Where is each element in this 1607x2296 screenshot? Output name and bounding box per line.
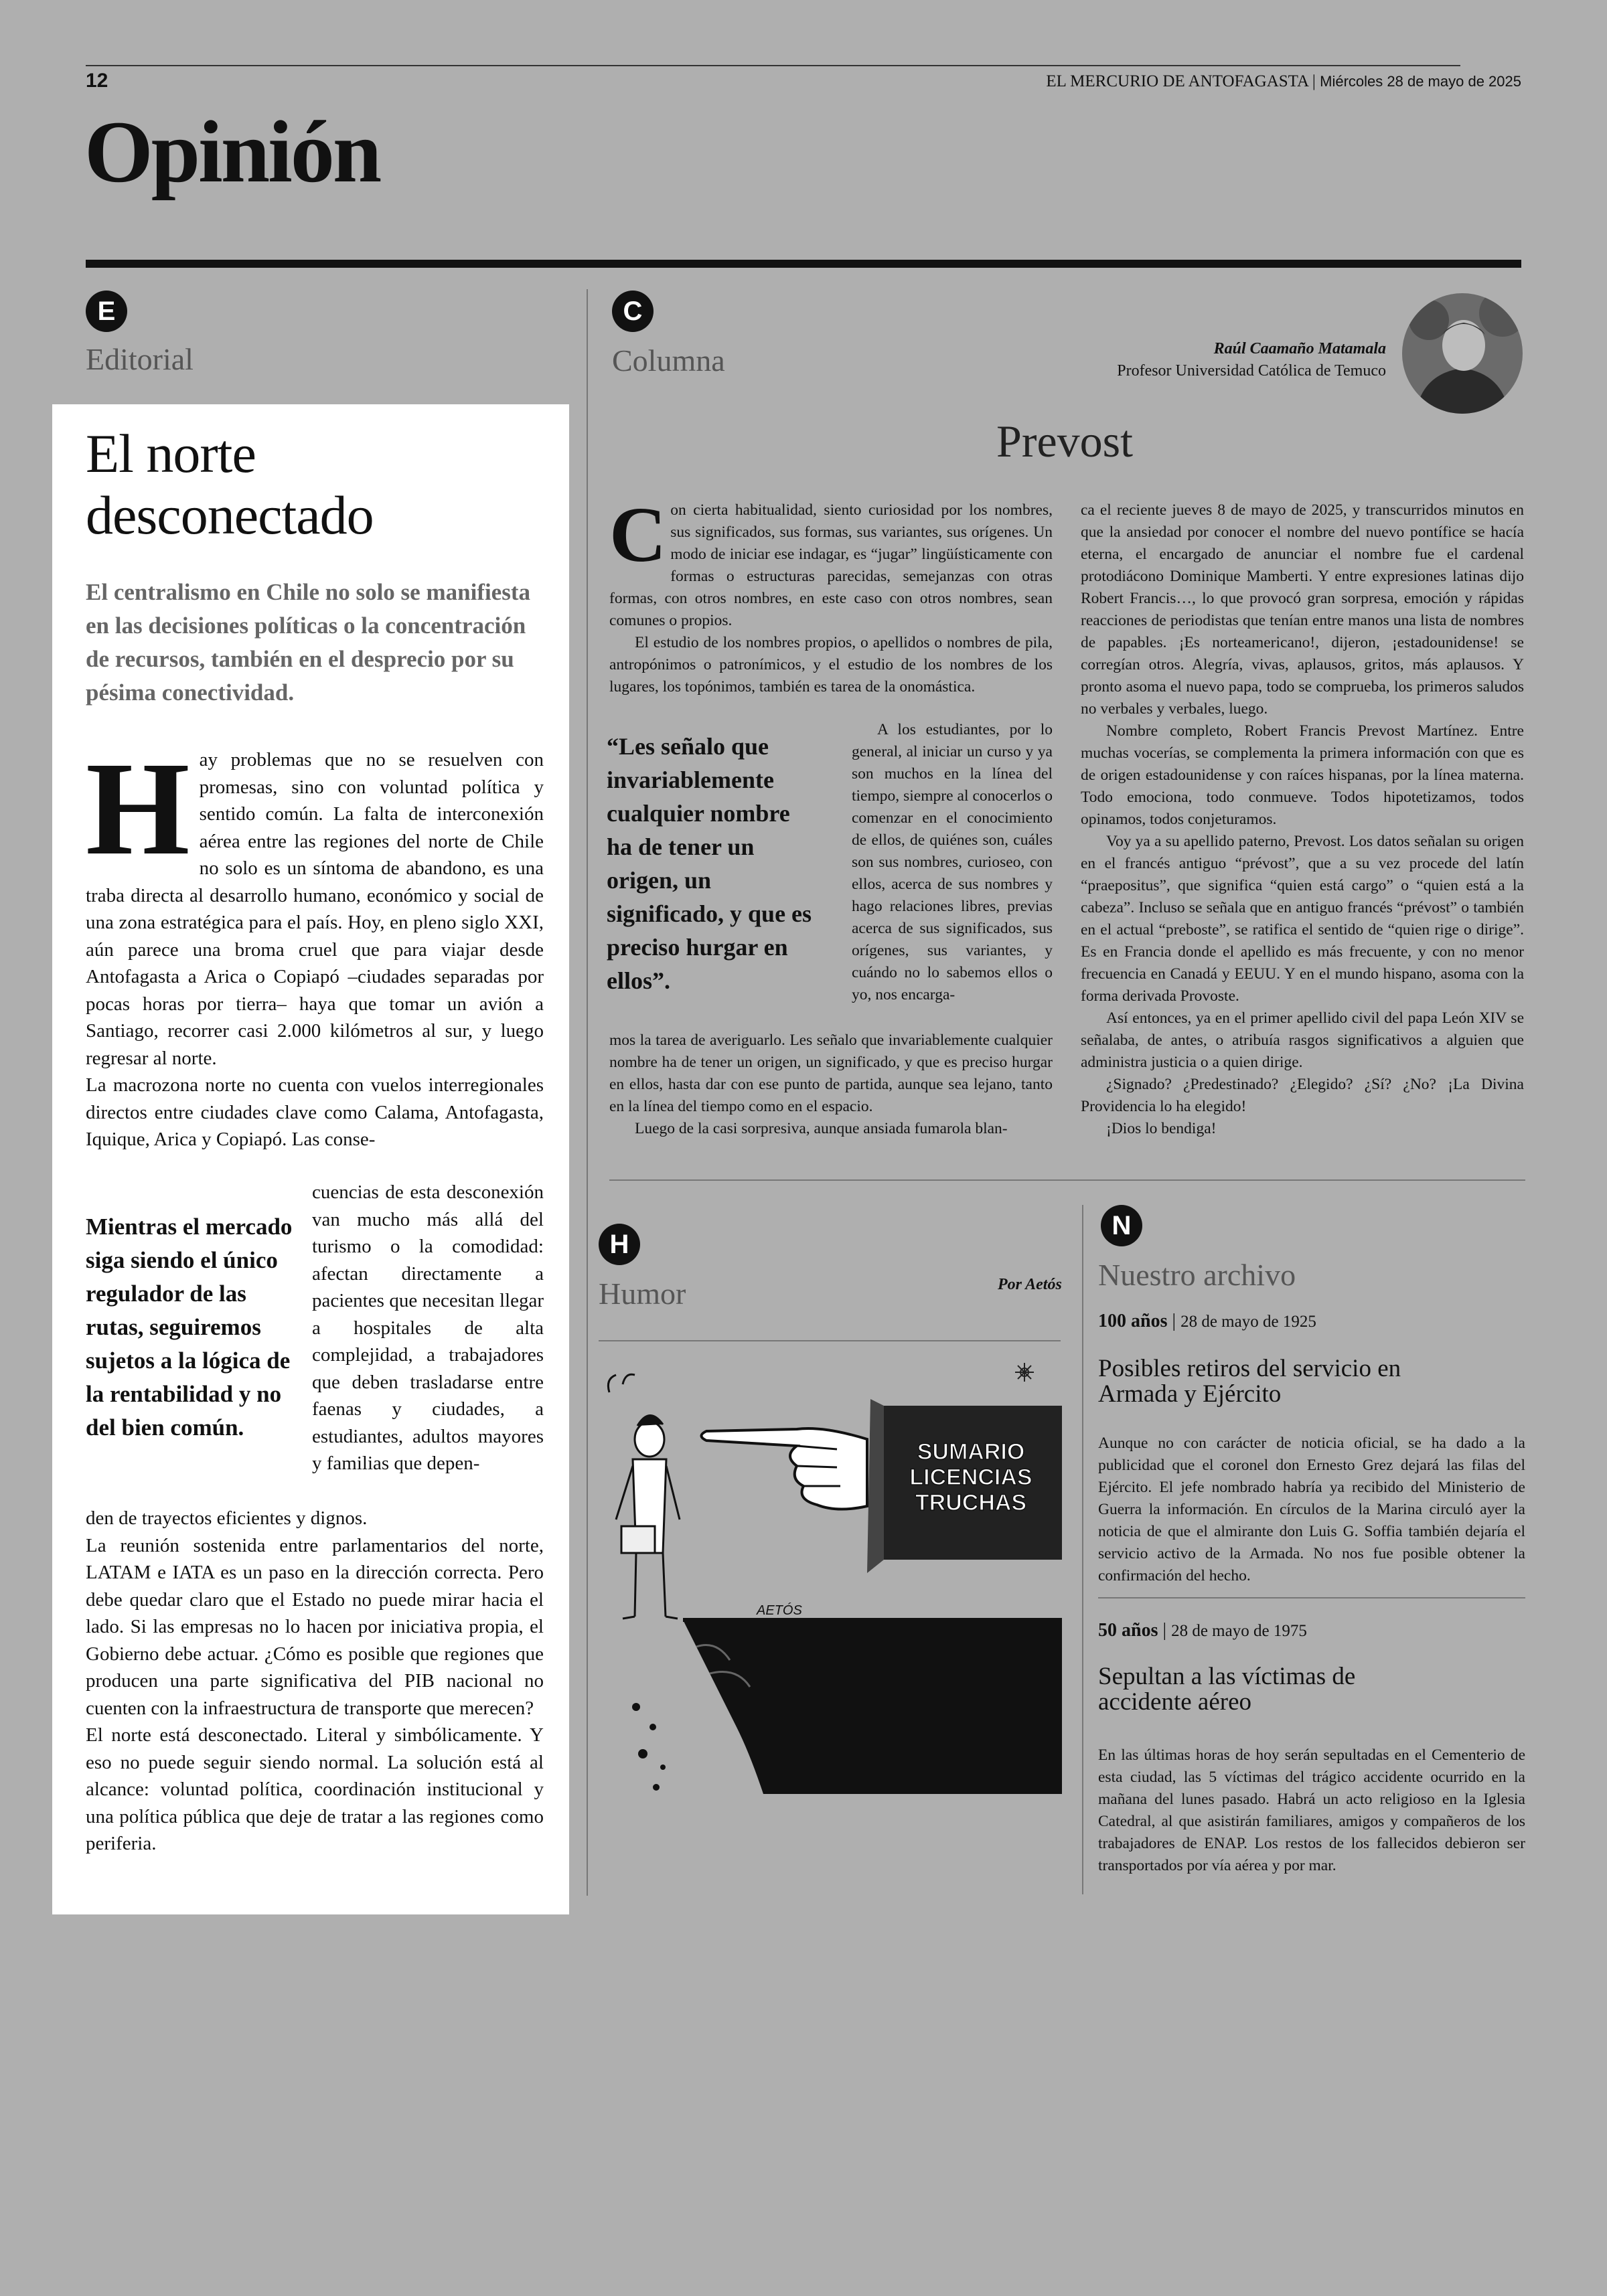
editorial-title (86, 423, 374, 546)
author-name: Raúl Caamaño Matamala (1213, 340, 1386, 357)
cliff-shape (683, 1620, 1062, 1794)
column-title: Prevost (996, 416, 1133, 467)
cartoon-signature: AETÓS (757, 1603, 802, 1618)
masthead-dateline (1046, 72, 1521, 91)
author-block (1117, 340, 1386, 380)
column-right-paragraph-1: ca el reciente jueves 8 de mayo de 2025, y transcurridos minutos en que la ansiedad por conocer el nombre del nuevo pontífice se hacía eterna, el encargado de anunciar el nombre fue el cardenal protodiácono Dominique Mamberti. Y entre expresiones latinas dijo Robert Francis…, lo que provocó gran sorpresa, emoción y rápidas reacciones de periodistas que tenían entre manos una lista de nombres de papables. ¡Es norteamericano!, dijeron, ¡estadounidense! se corregían otros. Alegría, vivas, aplausos, gritos, más aplausos. Y pronto asoma el nuevo papa, todo se comprueba, los primeros saludos no verbales y verbales, luego. (1081, 501, 1524, 718)
sun-icon (1015, 1363, 1034, 1382)
archive-item-1-date: 28 de mayo de 1925 (1180, 1313, 1316, 1331)
column-paragraph-4: Luego de la casi sorpresiva, aunque ansiada fumarola blan- (635, 1120, 1008, 1137)
archive-item-2-date: 28 de mayo de 1975 (1171, 1622, 1307, 1640)
archive-badge: N (1101, 1205, 1142, 1246)
column-left-top (609, 491, 1053, 698)
man-figure (608, 1374, 680, 1619)
column-paragraph-3a: A los estudiantes, por lo general, al iniciar un curso y ya son muchos en la línea del tiempo, siempre al conocerlos o comenzar en el conocimiento de ellos, de quiénes son, cuáles son sus nombres, curioseo, con ellos, acerca de sus nombres y hago relaciones libres, previas acerca de sus significados, sus orígenes, sus variantes, y cuándo no lo sabemos ellos o yo, nos encarga- (852, 721, 1053, 1003)
column-right-paragraph-6: ¡Dios lo bendiga! (1106, 1120, 1217, 1137)
archive-item-2-text: En las últimas horas de hoy serán sepultadas en el Cementerio de esta ciudad, las 5 víctimas del trágico accidente ocurrido en la mañana del lunes pasado. Habrá un acto religioso en la Iglesia Catedral, al que asistirán familiares, amigos y compañeros de los trabajadores de ENAP. Los restos de los fallecidos debieron ser transportados por vía aérea y por mar. (1098, 1746, 1525, 1874)
editorial-pullquote: Mientras el mercado siga siendo el único regulador de las rutas, seguiremos sujetos a la lógica de la rentabilidad y no del bien común. (86, 1214, 293, 1441)
editorial-paragraph-2c: den de trayectos eficientes y dignos. (86, 1507, 368, 1529)
archive-label: Nuestro archivo (1098, 1258, 1296, 1292)
column-right-paragraph-2: Nombre completo, Robert Francis Prevost Martínez. Entre muchas vocerías, se complementa la primera información con que es de origen estadounidense y con raíces hispanas, por la línea materna. Todo emociona, todo conmueve. Todos hipotetizamos, todos opinamos, todos conjeturamos. (1081, 722, 1524, 828)
humor-label: Humor (599, 1277, 686, 1311)
editorial-closing (86, 1505, 544, 1858)
editorial-label: Editorial (86, 342, 194, 376)
author-role: Profesor Universidad Católica de Temuco (1117, 362, 1386, 380)
cartoon-text-1: SUMARIO (917, 1439, 1025, 1465)
archive-item-divider (1098, 1597, 1525, 1598)
column-right-paragraph-5: ¿Signado? ¿Predestinado? ¿Elegido? ¿Sí? ¿No? ¡La Divina Providencia lo ha elegido! (1081, 1076, 1524, 1115)
author-portrait-icon (1402, 293, 1523, 414)
editorial-paragraph-2b: cuencias de esta desconexión van mucho más allá del turismo o la comodidad: afectan directamente a pacientes que necesitan llegar a hospitales de alta complejidad, a trabajadores que deben trasladarse entre faenas y ciudades, a estudiantes, adultos mayores y familias que depen- (312, 1181, 544, 1474)
archive-item-2-separator: | (1162, 1620, 1172, 1641)
column-right-text (1081, 499, 1524, 1140)
editorial-dropcap: H (86, 735, 190, 883)
humor-archive-divider (1082, 1205, 1083, 1894)
archive-item-1-title: Posibles retiros del servicio en Armada y Ejército (1098, 1355, 1401, 1408)
editorial-paragraph-2a: La macrozona norte no cuenta con vuelos interregionales directos entre ciudades clave como Calama, Antofagasta, Iquique, Arica y Copiapó. Las conse- (86, 1074, 544, 1150)
editorial-paragraph-1: ay problemas que no se resuelven con promesas, sino con voluntad política y sentido común. La falta de interconexión aérea entre las regiones del norte de Chile no solo es un síntoma de abandono, es una traba directa al desarrollo humano, económico y social de una zona estratégica para el país. Hoy, en pleno siglo XXI, aún parece una broma cruel que para viajar desde Antofagasta a Arica o Copiapó –ciudades separadas por pocas horas por tierra– haya que tomar un avión a Santiago, recorrer casi 2.000 kilómetros al sur, y luego regresar al norte. (86, 749, 544, 1069)
editorial-lead: El centralismo en Chile no solo se manifiesta en las decisiones políticas o la concentración de recursos, también en el desprecio por su pésima conectividad. (86, 579, 530, 706)
archive-item-1-text: Aunque no con carácter de noticia oficial, se ha dado a la publicidad que el coronel don Ernesto Grez dejará las filas del Ejército. El jefe nombrado habría ya recibido del Ministerio de Guerra la información. En círculos de la Marina circuló ayer la noticia de que el almirante don Luis G. Soffia también dejaría el servicio activo de la Armada. No nos fue posible obtener la confirmación del hecho. (1098, 1434, 1525, 1584)
column-left-bottom (609, 1030, 1053, 1140)
column-paragraph-3b: mos la tarea de averiguarlo. Les señalo que invariablemente cualquier nombre ha de tener un origen, un significado, y que es preciso hurgar en ellos, hasta dar con ese punto de partida, aunque sea lejano, tanto en la línea del tiempo como en el espacio. (609, 1032, 1053, 1115)
column-divider (587, 289, 588, 1896)
cartoon (596, 1352, 1062, 1801)
column-dropcap: C (609, 491, 667, 578)
cartoon-illustration (596, 1352, 1062, 1801)
editorial-title-line2: desconectado (86, 485, 374, 546)
section-title: Opinión (84, 102, 380, 201)
archive-item-2-years: 50 años (1098, 1620, 1158, 1641)
column-right-paragraph-4: Así entonces, ya en el primer apellido civil del papa León XIV se señalaba, de antes, o atribuía rasgos significativos a alguien que administra justicia o a quien dirige. (1081, 1009, 1524, 1071)
column-pullquote: “Les señalo que invariablemente cualquier nombre ha de tener un origen, un significado, y que es preciso hurgar en ellos”. (607, 733, 812, 994)
date: Miércoles 28 de mayo de 2025 (1320, 73, 1521, 90)
column-paragraph-2: El estudio de los nombres propios, o apellidos o nombres de pila, antropónimos o patronímicos, y el estudio de los nombres de los lugares, los topónimos, también es tarea de la onomástica. (609, 634, 1053, 695)
editorial-paragraph-4: El norte está desconectado. Literal y simbólicamente. Y eso no puede seguir siendo normal. La solución está al alcance: voluntad política, coordinación institucional y una política pública que deje de tratar a las regiones como periferia. (86, 1724, 544, 1854)
humor-rule (599, 1340, 1061, 1341)
archive-item-2-header (1098, 1620, 1307, 1641)
editorial-paragraph-3: La reunión sostenida entre parlamentarios del norte, LATAM e IATA es un paso en la dirección correcta. Pero debe quedar claro que el Estado no puede mirar hacia el lado. Si las empresas no lo hacen por iniciativa propia, el Gobierno debe actuar. ¿Cómo es posible que regiones que producen una parte significativa del PIB nacional no cuenten con la infraestructura de transporte que merecen? (86, 1534, 544, 1719)
author-photo (1402, 293, 1523, 414)
cartoon-text-2: LICENCIAS (909, 1465, 1032, 1490)
humor-credit: Por Aetós (998, 1276, 1062, 1293)
section-title-rule (86, 260, 1521, 268)
column-label: Columna (612, 343, 725, 378)
archive-item-1-years: 100 años (1098, 1311, 1168, 1331)
page-number: 12 (86, 70, 108, 92)
archive-item-1-header (1098, 1311, 1316, 1332)
header-rule (86, 65, 1460, 66)
editorial-badge: E (86, 291, 127, 332)
column-badge: C (612, 291, 654, 332)
cartoon-text-3: TRUCHAS (915, 1490, 1027, 1515)
humor-badge: H (599, 1224, 640, 1265)
editorial-intro (86, 735, 544, 1153)
column-paragraph-1: on cierta habitualidad, siento curiosidad por los nombres, sus significados, sus formas, sus variantes, sus orígenes. Un modo de iniciar ese indagar, es “jugar” lingüísticamente con formas o estructuras parecidas, semejanzas con otras formas, con otros nombres, en este caso con otros nombres, sean comunes o propios. (609, 501, 1053, 629)
archive-item-1-separator: | (1172, 1311, 1181, 1331)
editorial-title-line1: El norte (86, 423, 256, 484)
column-right-paragraph-3: Voy ya a su apellido paterno, Prevost. Los datos señalan su origen en el francés antiguo “prévost”, que a su vez procede del latín “praepositus”, que significa “quien está cargo” o “quien está a la cabeza”. Incluso se señala que en antiguo francés “prévost” o también en el actual “preboste”, se ratifica el sentido de “quien rige o dirige”. Es en Francia donde el apellido es más frecuente, y con no menor frecuencia en Canadá y EEUU. Y en el mundo hispano, asoma con la forma derivada Provoste. (1081, 833, 1524, 1005)
newspaper-name: EL MERCURIO DE ANTOFAGASTA (1046, 72, 1308, 90)
dateline-separator: | (1312, 72, 1320, 90)
archive-item-2-title: Sepultan a las víctimas de accidente aéreo (1098, 1663, 1356, 1716)
column-bottom-rule (609, 1179, 1525, 1181)
